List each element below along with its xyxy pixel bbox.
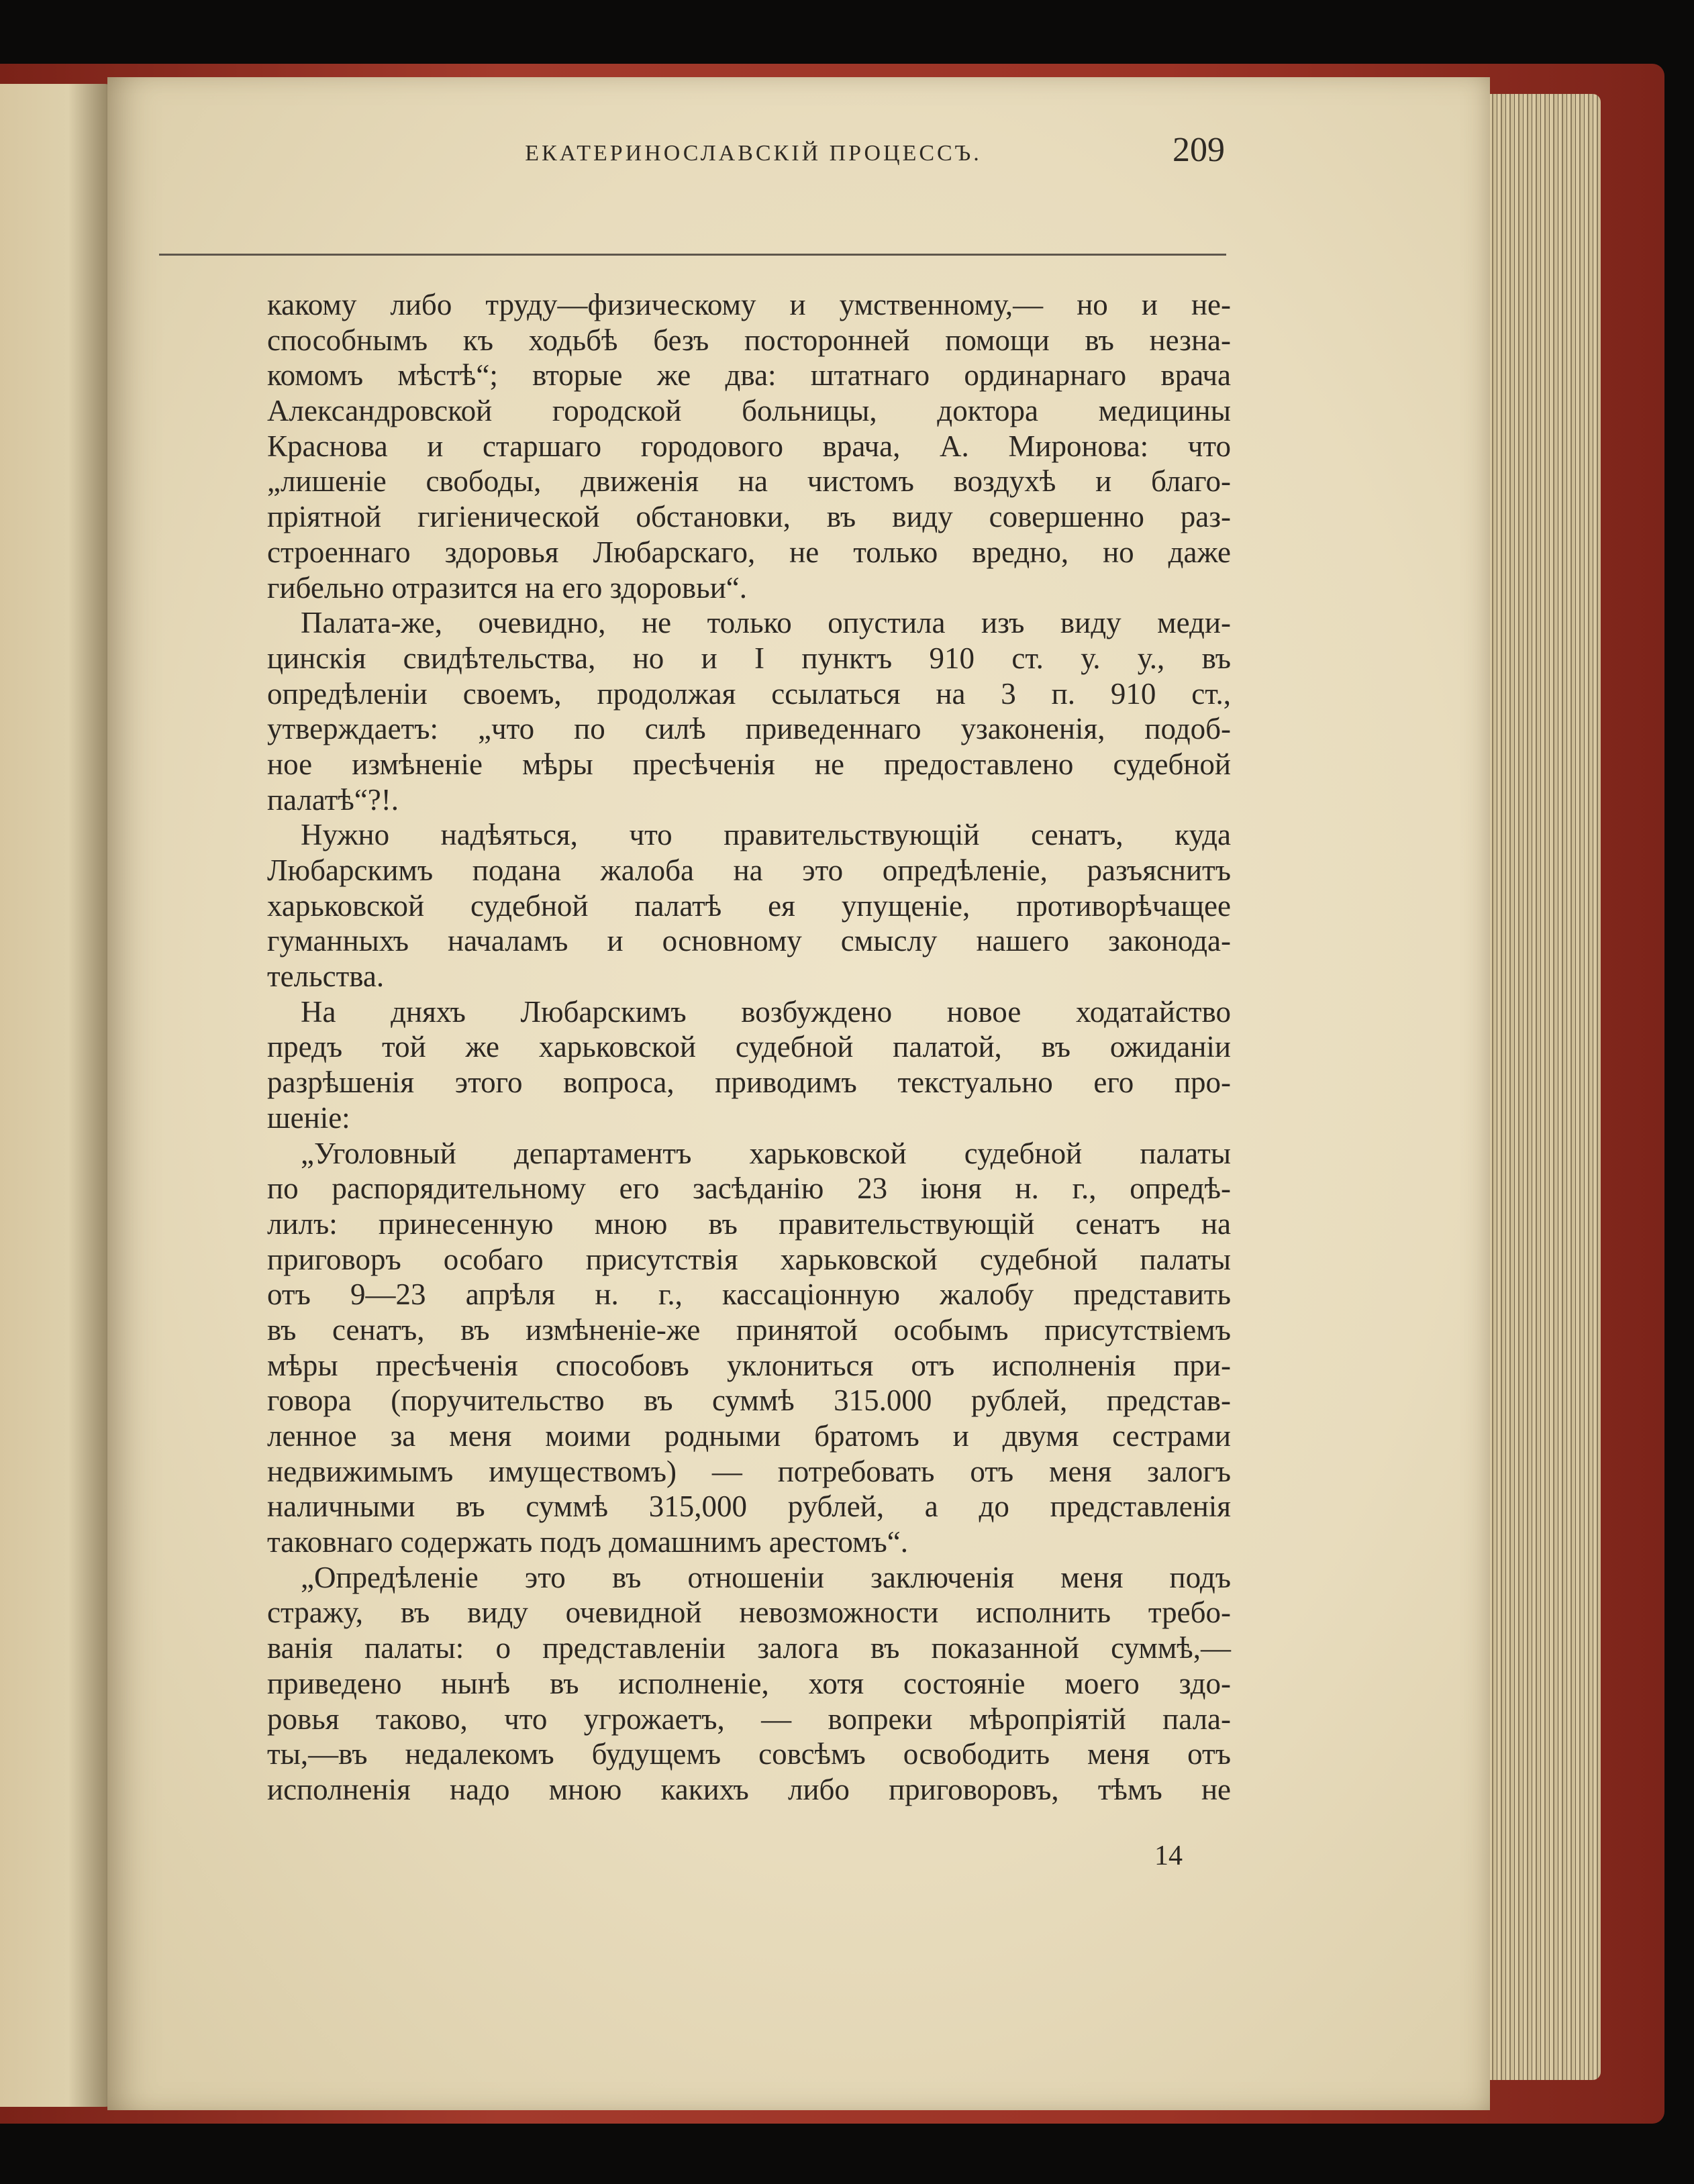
text-line: Палата-же, очевидно, не только опустила изъ виду меди- — [301, 606, 1231, 640]
text-line: недвижимымъ имуществомъ) — потребовать отъ меня залогъ — [267, 1454, 1231, 1488]
text-line: по распорядительному его засѣданію 23 іюня н. г., опредѣ- — [267, 1172, 1231, 1206]
running-head — [175, 127, 1225, 185]
text-line: „Опредѣленіе это въ отношеніи заключенія меня подъ — [301, 1560, 1231, 1594]
text-line: Любарскимъ подана жалоба на это опредѣленіе, разъяснитъ — [267, 853, 1231, 887]
text-line: шеніе: — [267, 1100, 350, 1135]
text-line: ное измѣненіе мѣры пресѣченія не предоставлено судебной — [267, 747, 1231, 781]
signature-mark: 14 — [1154, 1840, 1183, 1871]
text-line: отъ 9—23 апрѣля н. г., кассаціонную жалобу представить — [267, 1278, 1231, 1312]
facing-page-edge — [0, 84, 124, 2107]
text-line: въ сенатъ, въ измѣненіе-же принятой особымъ присутствіемъ — [267, 1312, 1231, 1347]
text-line: комомъ мѣстѣ“; вторые же два: штатнаго ординарнаго врача — [267, 358, 1231, 393]
text-line: таковнаго содержать подъ домашнимъ арестомъ“. — [267, 1525, 908, 1559]
text-line: тельства. — [267, 959, 385, 994]
page-number: 209 — [1173, 131, 1225, 169]
header-rule — [159, 254, 1226, 256]
text-line: харьковской судебной палатѣ ея упущеніе, противорѣчащее — [267, 888, 1231, 923]
text-line: ровья таково, что угрожаетъ, — вопреки мѣропріятій пала- — [267, 1702, 1231, 1736]
text-line: цинскія свидѣтельства, но и I пунктъ 910 ст. у. у., въ — [267, 641, 1231, 675]
running-head-title: ЕКАТЕРИНОСЛАВСКІЙ ПРОЦЕССЪ. — [525, 141, 982, 166]
text-line: „лишеніе свободы, движенія на чистомъ воздухѣ и благо- — [267, 464, 1231, 499]
text-line: опредѣленіи своемъ, продолжая ссылаться на 3 п. 910 ст., — [267, 676, 1231, 711]
text-line: Александровской городской больницы, доктора медицины — [267, 394, 1231, 428]
text-line: На дняхъ Любарскимъ возбуждено новое ходатайство — [301, 994, 1231, 1029]
text-line: мѣры пресѣченія способовъ уклониться отъ исполненія при- — [267, 1348, 1231, 1382]
text-line: пріятной гигіенической обстановки, въ виду совершенно раз- — [267, 500, 1231, 534]
text-line: разрѣшенія этого вопроса, приводимъ текстуально его про- — [267, 1065, 1231, 1100]
text-line: исполненія надо мною какихъ либо приговоровъ, тѣмъ не — [267, 1772, 1231, 1806]
text-line: какому либо труду—физическому и умственному,— но и не- — [267, 288, 1231, 321]
text-line: Краснова и старшаго городового врача, А. Миронова: что — [267, 429, 1231, 463]
body-text — [267, 287, 1231, 1808]
text-line: лилъ: принесенную мною въ правительствующій сенатъ на — [267, 1206, 1231, 1241]
text-line: говора (поручительство въ суммѣ 315.000 рублей, представ- — [267, 1384, 1231, 1418]
text-line: предъ той же харьковской судебной палатой, въ ожиданіи — [267, 1030, 1231, 1064]
text-line: утверждаетъ: „что по силѣ приведеннаго узаконенія, подоб- — [267, 712, 1231, 746]
text-line: „Уголовный департаментъ харьковской судебной палаты — [301, 1136, 1231, 1170]
text-line: палатѣ“?!. — [267, 782, 399, 817]
text-line: ванія палаты: о представленіи залога въ показанной суммѣ,— — [267, 1631, 1231, 1665]
text-line: наличными въ суммѣ 315,000 рублей, а до представленія — [267, 1490, 1231, 1524]
text-line: способнымъ къ ходьбѣ безъ посторонней помощи въ незна- — [267, 323, 1231, 357]
text-line: ты,—въ недалекомъ будущемъ совсѣмъ освободить меня отъ — [267, 1737, 1231, 1771]
text-line: приговоръ особаго присутствія харьковской судебной палаты — [267, 1242, 1231, 1276]
text-line: гибельно отразится на его здоровьи“. — [267, 570, 748, 605]
text-line: стражу, въ виду очевидной невозможности исполнить требо- — [267, 1596, 1231, 1630]
text-line: Нужно надѣяться, что правительствующій сенатъ, куда — [301, 818, 1231, 852]
text-line: гуманныхъ началамъ и основному смыслу нашего законода- — [267, 924, 1231, 958]
text-line: строеннаго здоровья Любарскаго, не только вредно, но даже — [267, 535, 1231, 569]
text-line: приведено нынѣ въ исполненіе, хотя состояніе моего здо- — [267, 1666, 1231, 1700]
page-block-edges — [1480, 94, 1601, 2080]
text-line: ленное за меня моими родными братомъ и двумя сестрами — [267, 1419, 1231, 1453]
